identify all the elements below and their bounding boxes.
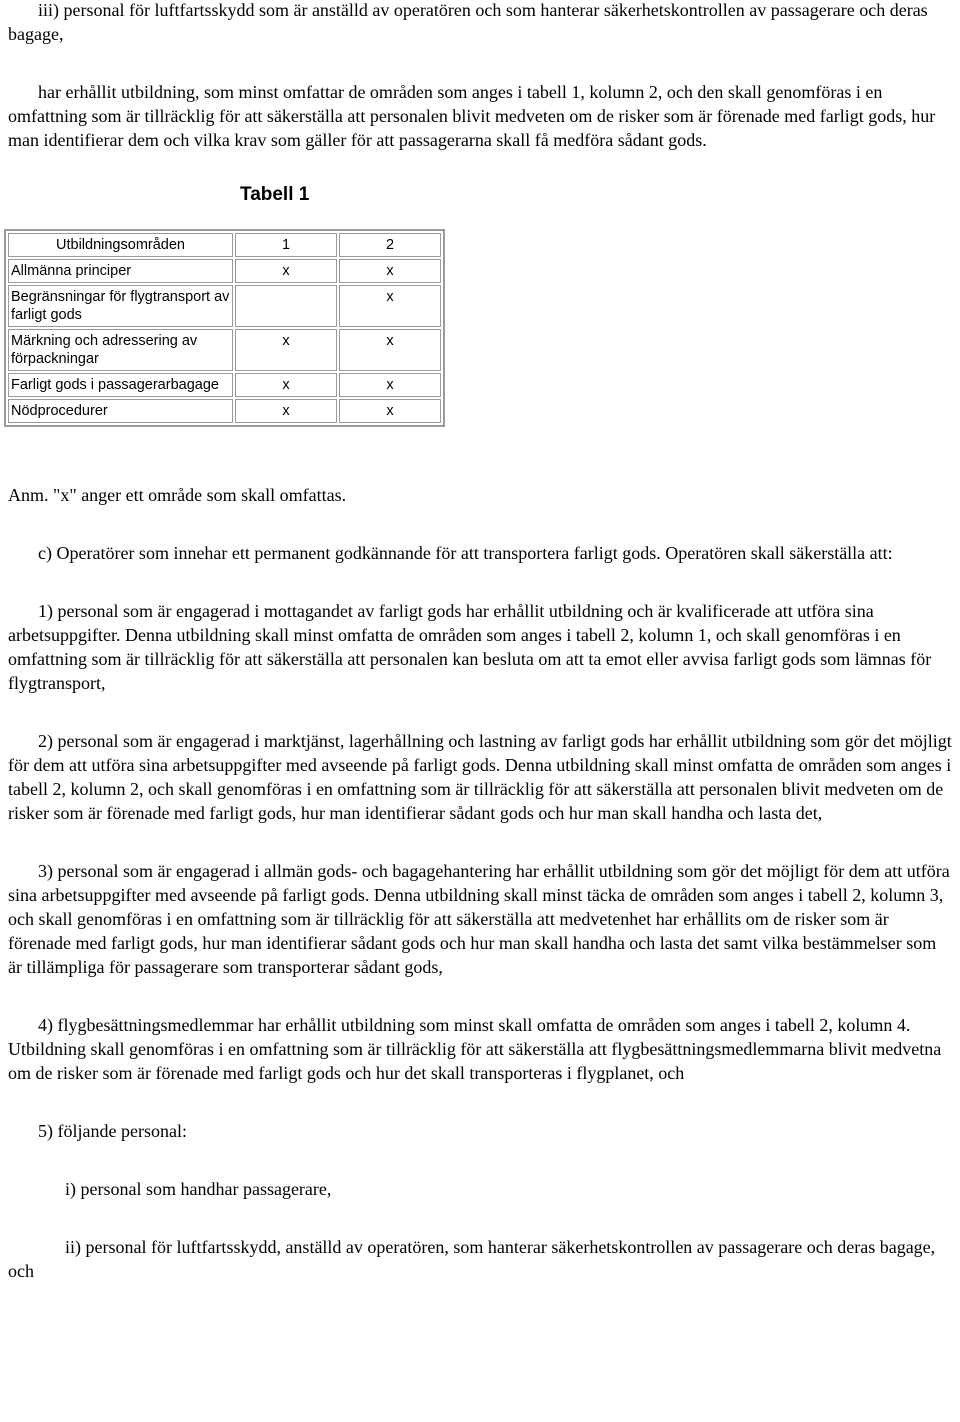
training-table <box>4 229 445 427</box>
table-row <box>8 285 441 327</box>
table-row <box>8 329 441 371</box>
table-cell-col1: x <box>235 373 337 397</box>
table-cell-col2: x <box>339 259 441 283</box>
table-note: Anm. "x" anger ett område som skall omfattas. <box>8 485 347 505</box>
table-cell-col1: x <box>235 259 337 283</box>
table-cell-col1: x <box>235 399 337 423</box>
item-3: 3) personal som är engagerad i allmän gods- och bagagehantering har erhållit utbildning som gör det möjligt för dem att utföra sina arbetsuppgifter med avseende på farligt gods. Denna utbildning skall minst täcka de områden som anges i tabell 2, kolumn 3, och skall genomföras i en omfattning som är tillräcklig för att säkerställa att medvetenhet har erhållits om de risker som är förenade med farligt gods, hur man identifierar sådant gods och hur man skall handha och lasta det samt vilka bestämmelser som är tillämpliga för passagerare som transporterar sådant gods, <box>8 861 950 977</box>
table-cell-col2: x <box>339 329 441 371</box>
table-header-row <box>8 233 441 257</box>
document-body <box>8 0 953 1283</box>
sub-item-ii: ii) personal för luftfartsskydd, anställd av operatören, som hanterar säkerhetskontrollen av passagerare och deras bagage, och <box>8 1237 936 1281</box>
header-cell-col2: 2 <box>339 233 441 257</box>
table-cell-col1: x <box>235 329 337 371</box>
intro-paragraph: har erhållit utbildning, som minst omfattar de områden som anges i tabell 1, kolumn 2, och den skall genomföras i en omfattning som är tillräcklig för att säkerställa att personalen blivit medveten om de risker som är förenade med farligt gods, hur man identifierar dem och vilka krav som gäller för att passagerarna skall få medföra sådant gods. <box>8 82 936 150</box>
table-cell-col1 <box>235 285 337 327</box>
table-row <box>8 373 441 397</box>
table-title: Tabell 1 <box>240 184 310 205</box>
table-cell-area: Begränsningar för flygtransport av farligt gods <box>8 285 233 327</box>
header-cell-col1: 1 <box>235 233 337 257</box>
item-2: 2) personal som är engagerad i marktjänst, lagerhållning och lastning av farligt gods har erhållit utbildning som gör det möjligt för dem att utföra sina arbetsuppgifter med avseende på farligt gods. Denna utbildning skall minst omfatta de områden som anges i tabell 2, kolumn 2, och skall genomföras i en omfattning som är tillräcklig för att säkerställa att personalen blivit medveten om de risker som är förenade med farligt gods, hur man identifierar sådant gods och hur man skall handha och lasta det, <box>8 731 952 823</box>
table-cell-area: Farligt gods i passagerarbagage <box>8 373 233 397</box>
item-4: 4) flygbesättningsmedlemmar har erhållit utbildning som minst skall omfatta de områden som anges i tabell 2, kolumn 4. Utbildning skall genomföras i en omfattning som är tillräcklig för att säkerställa att flygbesättningsmedlemmarna blivit medvetna om de risker som är förenade med farligt gods och hur det skall transporteras i flygplanet, och <box>8 1015 942 1083</box>
sub-item-i: i) personal som handhar passagerare, <box>65 1179 332 1199</box>
table-cell-area: Nödprocedurer <box>8 399 233 423</box>
top-item-text: iii) personal för luftfartsskydd som är anställd av operatören och som hanterar säkerhetskontrollen av passagerare och deras bagage, <box>8 0 928 44</box>
item-1: 1) personal som är engagerad i mottagandet av farligt gods har erhållit utbildning och är kvalificerade att utföra sina arbetsuppgifter. Denna utbildning skall minst omfatta de områden som anges i tabell 2, kolumn 1, och skall genomföras i en omfattning som är tillräcklig för att säkerställa att personalen kan besluta om att ta emot eller avvisa farligt gods som lämnas för flygtransport, <box>8 601 932 693</box>
table-row <box>8 399 441 423</box>
table-row <box>8 259 441 283</box>
item-5: 5) följande personal: <box>38 1121 187 1141</box>
table-cell-col2: x <box>339 285 441 327</box>
table-cell-col2: x <box>339 373 441 397</box>
section-c-intro: c) Operatörer som innehar ett permanent godkännande för att transportera farligt gods. Operatören skall säkerställa att: <box>38 543 893 563</box>
table-cell-col2: x <box>339 399 441 423</box>
table-cell-area: Allmänna principer <box>8 259 233 283</box>
header-cell-areas: Utbildningsområden <box>8 233 233 257</box>
table-cell-area: Märkning och adressering av förpackningar <box>8 329 233 371</box>
